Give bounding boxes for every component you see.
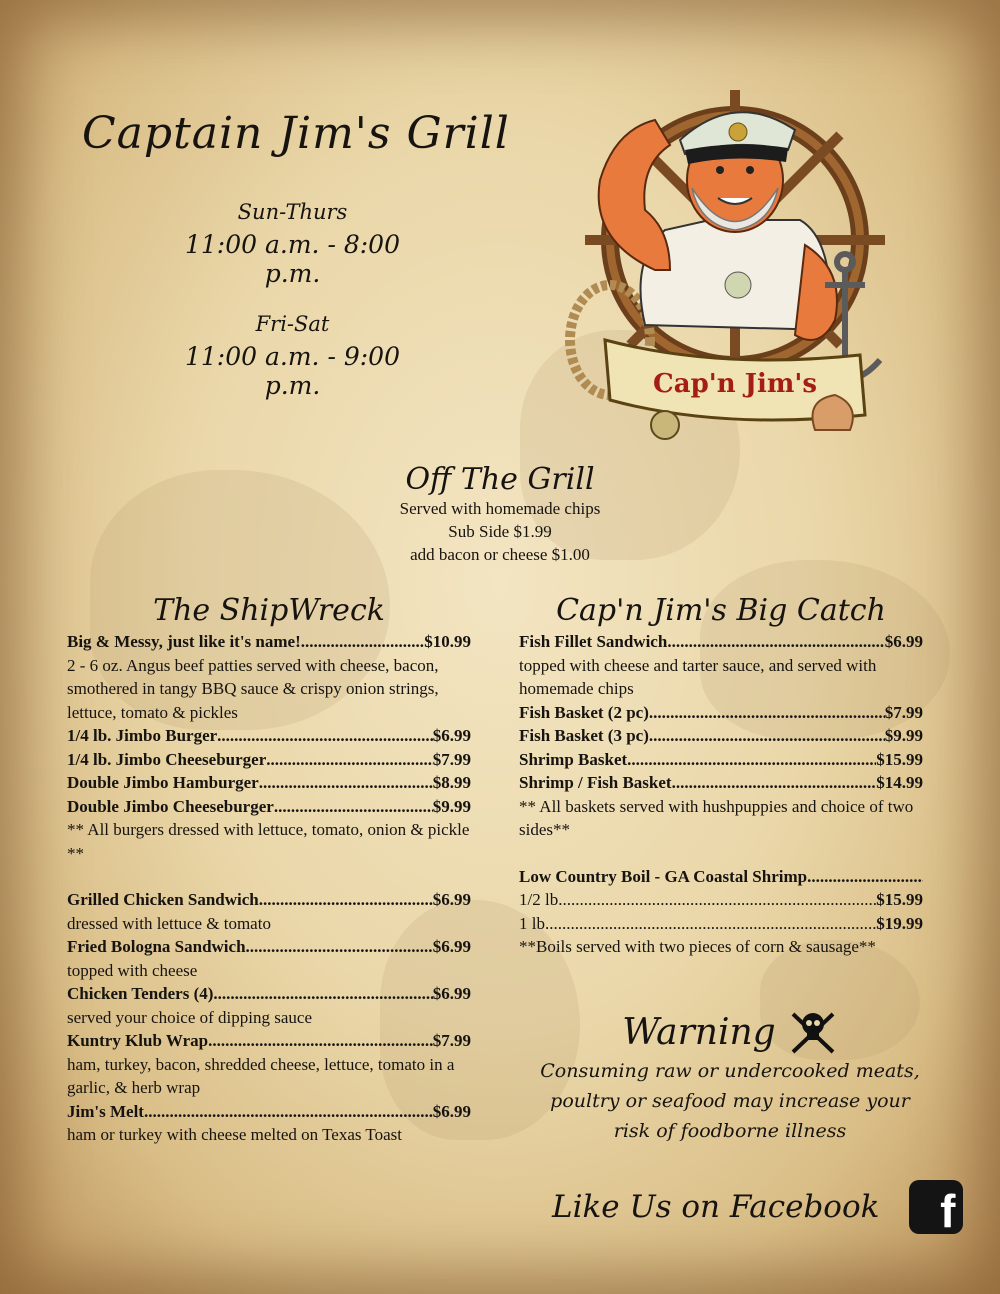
menu-item-desc: served your choice of dipping sauce [67, 1007, 312, 1027]
menu-item-desc: 2 - 6 oz. Angus beef patties served with cheese, bacon, smothered in tangy BBQ sauce & crispy onion strings, lettuce, tomato & pickles [67, 655, 439, 722]
warning-section [540, 1008, 920, 1146]
menu-item-desc: ** All burgers dressed with lettuce, tomato, onion & pickle ** [67, 820, 470, 863]
hours-weekday [160, 200, 425, 288]
menu-item: Shrimp / Fish Basket ..... $14.99 [519, 771, 923, 795]
facebook-icon[interactable]: f [909, 1180, 963, 1234]
menu-item: Fish Basket (3 pc) ..... $9.99 [519, 724, 923, 748]
menu-item: Big & Messy, just like it's name! ..... $10.99 [67, 630, 471, 654]
restaurant-title: Captain Jim's Grill [82, 108, 510, 159]
menu-item: Chicken Tenders (4) ..... $6.99 [67, 982, 471, 1006]
menu-item-desc: ** All baskets served with hushpuppies and choice of two sides** [519, 796, 914, 839]
skull-crossbones-icon [788, 1008, 838, 1056]
menu-item-desc: topped with cheese [67, 960, 198, 980]
menu-item-desc: dressed with lettuce & tomato [67, 913, 271, 933]
warning-title: Warning [622, 1011, 776, 1053]
grill-note: Served with homemade chips [399, 499, 601, 518]
logo-banner-text: Cap'n Jim's [653, 369, 817, 399]
off-the-grill-section [300, 462, 700, 566]
warning-text: risk of foodborne illness [613, 1120, 847, 1142]
menu-item-desc: **Boils served with two pieces of corn & sausage** [519, 937, 876, 956]
menu-item-size: 1/2 lb ..... $15.99 [519, 888, 923, 912]
hours-days: Fri-Sat [255, 312, 330, 336]
menu-item: Low Country Boil - GA Coastal Shrimp ..... [519, 865, 923, 889]
menu-item: 1/4 lb. Jimbo Burger ..... $6.99 [67, 724, 471, 748]
section-title: Cap'n Jim's Big Catch [556, 593, 886, 628]
menu-item: Fish Fillet Sandwich ..... $6.99 [519, 630, 923, 654]
hours-days: Sun-Thurs [237, 200, 348, 224]
section-title: Off The Grill [405, 462, 595, 497]
section-title: The ShipWreck [153, 593, 385, 628]
menu-item: Kuntry Klub Wrap ..... $7.99 [67, 1029, 471, 1053]
facebook-text: Like Us on Facebook [552, 1189, 880, 1225]
menu-item-desc: ham, turkey, bacon, shredded cheese, lettuce, tomato in a garlic, & herb wrap [67, 1054, 455, 1097]
menu-item: Jim's Melt ..... $6.99 [67, 1100, 471, 1124]
hours-weekend [160, 312, 425, 400]
menu-item-desc: topped with cheese and tarter sauce, and served with homemade chips [519, 655, 877, 698]
menu-item: 1/4 lb. Jimbo Cheeseburger ..... $7.99 [67, 748, 471, 772]
menu-item-desc: ham or turkey with cheese melted on Texas Toast [67, 1125, 403, 1144]
hours-time: 11:00 a.m. - 8:00 p.m. [185, 230, 400, 288]
menu-item: Fried Bologna Sandwich ..... $6.99 [67, 935, 471, 959]
grill-note: add bacon or cheese $1.00 [410, 545, 590, 564]
menu-item: Double Jimbo Hamburger ..... $8.99 [67, 771, 471, 795]
grill-note: Sub Side $1.99 [448, 522, 552, 541]
shipwreck-section [67, 592, 471, 1147]
warning-text: poultry or seafood may increase your [550, 1090, 910, 1112]
menu-item-size: 1 lb ..... $19.99 [519, 912, 923, 936]
captain-jim-logo [560, 70, 905, 450]
hours-time: 11:00 a.m. - 9:00 p.m. [185, 342, 400, 400]
big-catch-section [519, 592, 923, 959]
warning-text: Consuming raw or undercooked meats, [540, 1060, 920, 1082]
menu-item: Grilled Chicken Sandwich ..... $6.99 [67, 888, 471, 912]
facebook-promo[interactable] [552, 1180, 963, 1237]
menu-item: Double Jimbo Cheeseburger ..... $9.99 [67, 795, 471, 819]
menu-item: Fish Basket (2 pc) ..... $7.99 [519, 701, 923, 725]
menu-item: Shrimp Basket ..... $15.99 [519, 748, 923, 772]
